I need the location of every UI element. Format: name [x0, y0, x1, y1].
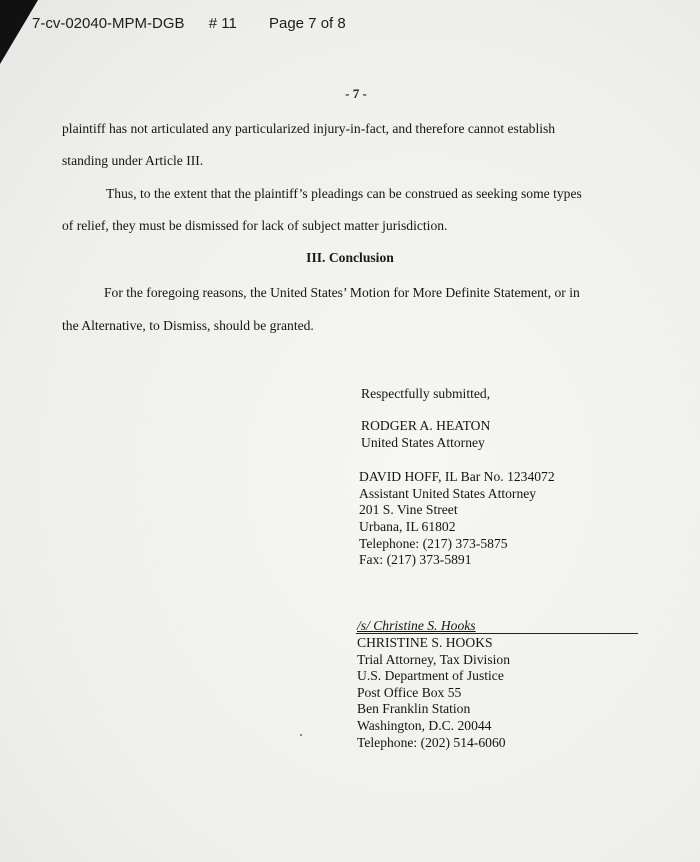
paragraph-line: standing under Article III.	[62, 153, 204, 168]
telephone: Telephone: (217) 373-5875	[359, 536, 508, 551]
closing: Respectfully submitted,	[361, 386, 491, 401]
address-street: 201 S. Vine Street	[359, 502, 458, 517]
paragraph-line: Thus, to the extent that the plaintiff’s pleadings can be construed as seeking some types	[106, 186, 582, 201]
attorney-name: RODGER A. HEATON	[361, 418, 491, 433]
trial-attorney-title: Trial Attorney, Tax Division	[357, 652, 510, 667]
page-number: - 7 -	[345, 86, 367, 101]
trial-attorney-name: CHRISTINE S. HOOKS	[357, 635, 493, 650]
case-number: 7-cv-02040-MPM-DGB	[32, 15, 185, 32]
assistant-title: Assistant United States Attorney	[359, 486, 537, 501]
signature-line	[356, 633, 638, 634]
paragraph-line: of relief, they must be dismissed for lack of subject matter jurisdiction.	[62, 218, 448, 233]
city: Washington, D.C. 20044	[357, 718, 492, 733]
assistant-name: DAVID HOFF, IL Bar No. 1234072	[359, 469, 555, 484]
paragraph-line: plaintiff has not articulated any particularized injury-in-fact, and therefore cannot establish	[62, 121, 556, 136]
station: Ben Franklin Station	[357, 701, 471, 716]
conformed-signature: /s/ Christine S. Hooks	[357, 618, 476, 633]
department: U.S. Department of Justice	[357, 668, 504, 683]
po-box: Post Office Box 55	[357, 685, 462, 700]
court-header	[32, 15, 346, 32]
section-heading: III. Conclusion	[306, 250, 394, 265]
paragraph-line: the Alternative, to Dismiss, should be granted.	[62, 318, 314, 333]
page-indicator: Page 7 of 8	[268, 15, 346, 32]
attorney-title: United States Attorney	[361, 435, 485, 450]
folded-corner-edge	[0, 0, 14, 60]
document-number: # 11	[208, 15, 237, 32]
fax: Fax: (217) 373-5891	[359, 552, 472, 567]
trial-telephone: Telephone: (202) 514-6060	[357, 735, 506, 750]
address-city: Urbana, IL 61802	[359, 519, 456, 534]
speck	[300, 734, 302, 736]
paragraph-line: For the foregoing reasons, the United States’ Motion for More Definite Statement, or in	[104, 285, 580, 300]
